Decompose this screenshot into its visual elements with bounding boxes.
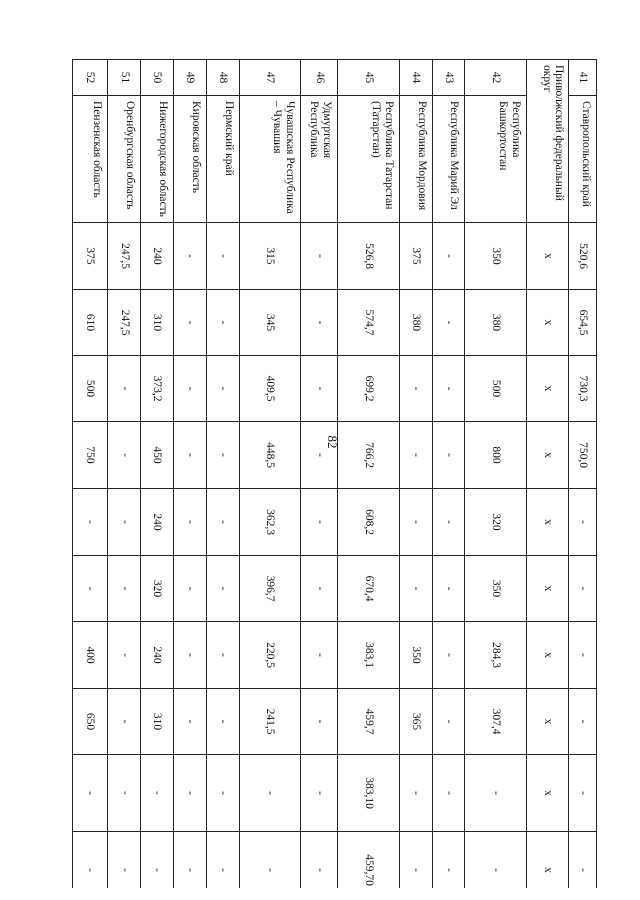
value-cell: х: [526, 489, 568, 556]
row-number: 49: [173, 60, 206, 96]
value-cell: 500: [465, 356, 527, 422]
region-name: Удмуртская Республика: [301, 96, 338, 223]
value-cell: -: [301, 689, 338, 755]
value-cell: 362,3: [239, 489, 301, 556]
value-cell: -: [301, 422, 338, 489]
value-cell: -: [239, 832, 301, 889]
value-cell: -: [569, 832, 597, 889]
value-cell: -: [173, 755, 206, 832]
value-cell: -: [108, 556, 141, 622]
value-cell: 650: [73, 689, 108, 755]
region-name: Кировская область: [173, 96, 206, 223]
value-cell: -: [173, 290, 206, 356]
row-number: 41: [569, 60, 597, 96]
value-cell: -: [301, 755, 338, 832]
value-cell: 610: [73, 290, 108, 356]
value-cell: 320: [141, 556, 174, 622]
value-cell: 247,5: [108, 290, 141, 356]
value-cell: -: [301, 290, 338, 356]
row-number: 51: [108, 60, 141, 96]
value-cell: 350: [399, 622, 432, 689]
value-cell: 220,5: [239, 622, 301, 689]
value-cell: -: [173, 356, 206, 422]
value-cell: -: [301, 832, 338, 889]
value-cell: -: [173, 689, 206, 755]
region-name: Пермский край: [206, 96, 239, 223]
value-cell: -: [206, 622, 239, 689]
value-cell: 750,0: [569, 422, 597, 489]
value-cell: 380: [399, 290, 432, 356]
value-cell: -: [206, 689, 239, 755]
table-row: [239, 60, 301, 889]
table-row: [141, 60, 174, 889]
value-cell: -: [173, 556, 206, 622]
value-cell: -: [173, 489, 206, 556]
value-cell: -: [569, 622, 597, 689]
region-name: Ставропольский край: [569, 96, 597, 223]
value-cell: -: [465, 755, 527, 832]
region-name: Республика Башкортостан: [465, 96, 527, 223]
row-number: 50: [141, 60, 174, 96]
tariff-table: [72, 59, 597, 888]
value-cell: 400: [73, 622, 108, 689]
value-cell: х: [526, 290, 568, 356]
region-name: Республика Мордовия: [399, 96, 432, 223]
value-cell: 240: [141, 622, 174, 689]
region-name: Республика Марий Эл: [432, 96, 465, 223]
table-row: [338, 60, 400, 889]
value-cell: 800: [465, 422, 527, 489]
value-cell: -: [569, 689, 597, 755]
value-cell: -: [569, 489, 597, 556]
value-cell: -: [173, 223, 206, 290]
value-cell: 450: [141, 422, 174, 489]
value-cell: х: [526, 622, 568, 689]
value-cell: 750: [73, 422, 108, 489]
value-cell: -: [399, 489, 432, 556]
value-cell: -: [108, 755, 141, 832]
value-cell: -: [206, 223, 239, 290]
value-cell: -: [399, 422, 432, 489]
value-cell: -: [432, 422, 465, 489]
value-cell: 409,5: [239, 356, 301, 422]
value-cell: 310: [141, 290, 174, 356]
page-number: 82: [325, 435, 340, 449]
value-cell: -: [569, 556, 597, 622]
value-cell: х: [526, 689, 568, 755]
value-cell: 526,8: [338, 223, 400, 290]
value-cell: -: [239, 755, 301, 832]
value-cell: 574,7: [338, 290, 400, 356]
value-cell: -: [73, 556, 108, 622]
value-cell: 373,2: [141, 356, 174, 422]
row-number: 47: [239, 60, 301, 96]
table-row: [301, 60, 338, 889]
value-cell: -: [432, 689, 465, 755]
value-cell: 310: [141, 689, 174, 755]
value-cell: -: [108, 689, 141, 755]
value-cell: 459,70: [338, 832, 400, 889]
value-cell: 448,5: [239, 422, 301, 489]
value-cell: -: [108, 356, 141, 422]
table-row: [173, 60, 206, 889]
value-cell: 284,3: [465, 622, 527, 689]
value-cell: -: [206, 422, 239, 489]
value-cell: -: [399, 356, 432, 422]
value-cell: -: [206, 832, 239, 889]
value-cell: -: [206, 556, 239, 622]
value-cell: 350: [465, 556, 527, 622]
value-cell: -: [432, 622, 465, 689]
row-number: 48: [206, 60, 239, 96]
value-cell: 608,2: [338, 489, 400, 556]
value-cell: 396,7: [239, 556, 301, 622]
value-cell: 375: [399, 223, 432, 290]
table-row: [399, 60, 432, 889]
row-number: 46: [301, 60, 338, 96]
value-cell: -: [432, 489, 465, 556]
value-cell: 380: [465, 290, 527, 356]
table-row-district: [526, 60, 568, 889]
value-cell: -: [73, 489, 108, 556]
value-cell: 730,3: [569, 356, 597, 422]
value-cell: 670,4: [338, 556, 400, 622]
value-cell: х: [526, 422, 568, 489]
table-container: [72, 59, 597, 888]
value-cell: -: [173, 622, 206, 689]
value-cell: -: [569, 755, 597, 832]
value-cell: -: [432, 832, 465, 889]
value-cell: 320: [465, 489, 527, 556]
table-row: [465, 60, 527, 889]
value-cell: 365: [399, 689, 432, 755]
value-cell: -: [173, 422, 206, 489]
region-name: Пензенская область: [73, 96, 108, 223]
district-name: Приволжский федеральный округ: [526, 60, 568, 223]
value-cell: -: [73, 755, 108, 832]
value-cell: 240: [141, 223, 174, 290]
region-name: Оренбургская область: [108, 96, 141, 223]
value-cell: -: [301, 356, 338, 422]
row-number: 44: [399, 60, 432, 96]
value-cell: х: [526, 556, 568, 622]
value-cell: 500: [73, 356, 108, 422]
region-name: Чувашская Республика – Чувашия: [239, 96, 301, 223]
value-cell: х: [526, 356, 568, 422]
table-row: [206, 60, 239, 889]
value-cell: -: [432, 556, 465, 622]
value-cell: -: [301, 489, 338, 556]
value-cell: 766,2: [338, 422, 400, 489]
value-cell: -: [301, 556, 338, 622]
value-cell: 699,2: [338, 356, 400, 422]
value-cell: -: [206, 489, 239, 556]
value-cell: х: [526, 223, 568, 290]
value-cell: -: [141, 832, 174, 889]
value-cell: х: [526, 832, 568, 889]
value-cell: -: [465, 832, 527, 889]
value-cell: -: [141, 755, 174, 832]
value-cell: 520,6: [569, 223, 597, 290]
value-cell: -: [399, 556, 432, 622]
value-cell: 315: [239, 223, 301, 290]
value-cell: -: [206, 290, 239, 356]
value-cell: -: [73, 832, 108, 889]
value-cell: -: [432, 755, 465, 832]
value-cell: -: [108, 832, 141, 889]
table-row: [432, 60, 465, 889]
value-cell: -: [301, 622, 338, 689]
value-cell: 383,10: [338, 755, 400, 832]
value-cell: 241,5: [239, 689, 301, 755]
value-cell: -: [399, 755, 432, 832]
region-name: Нижегородская область: [141, 96, 174, 223]
row-number: 43: [432, 60, 465, 96]
region-name: Республика Татарстан (Татарстан): [338, 96, 400, 223]
value-cell: 459,7: [338, 689, 400, 755]
row-number: 42: [465, 60, 527, 96]
value-cell: х: [526, 755, 568, 832]
value-cell: 240: [141, 489, 174, 556]
value-cell: 247,5: [108, 223, 141, 290]
table-row: [569, 60, 597, 889]
value-cell: -: [108, 622, 141, 689]
table-body: [73, 60, 597, 889]
value-cell: -: [432, 356, 465, 422]
table-row: [73, 60, 108, 889]
value-cell: 383,1: [338, 622, 400, 689]
value-cell: 350: [465, 223, 527, 290]
value-cell: 345: [239, 290, 301, 356]
row-number: 52: [73, 60, 108, 96]
value-cell: -: [108, 422, 141, 489]
value-cell: -: [432, 223, 465, 290]
value-cell: -: [173, 832, 206, 889]
value-cell: -: [432, 290, 465, 356]
row-number: 45: [338, 60, 400, 96]
value-cell: 375: [73, 223, 108, 290]
value-cell: 654,5: [569, 290, 597, 356]
value-cell: -: [301, 223, 338, 290]
table-row: [108, 60, 141, 889]
value-cell: -: [206, 755, 239, 832]
value-cell: -: [108, 489, 141, 556]
value-cell: -: [399, 832, 432, 889]
value-cell: 307,4: [465, 689, 527, 755]
value-cell: -: [206, 356, 239, 422]
